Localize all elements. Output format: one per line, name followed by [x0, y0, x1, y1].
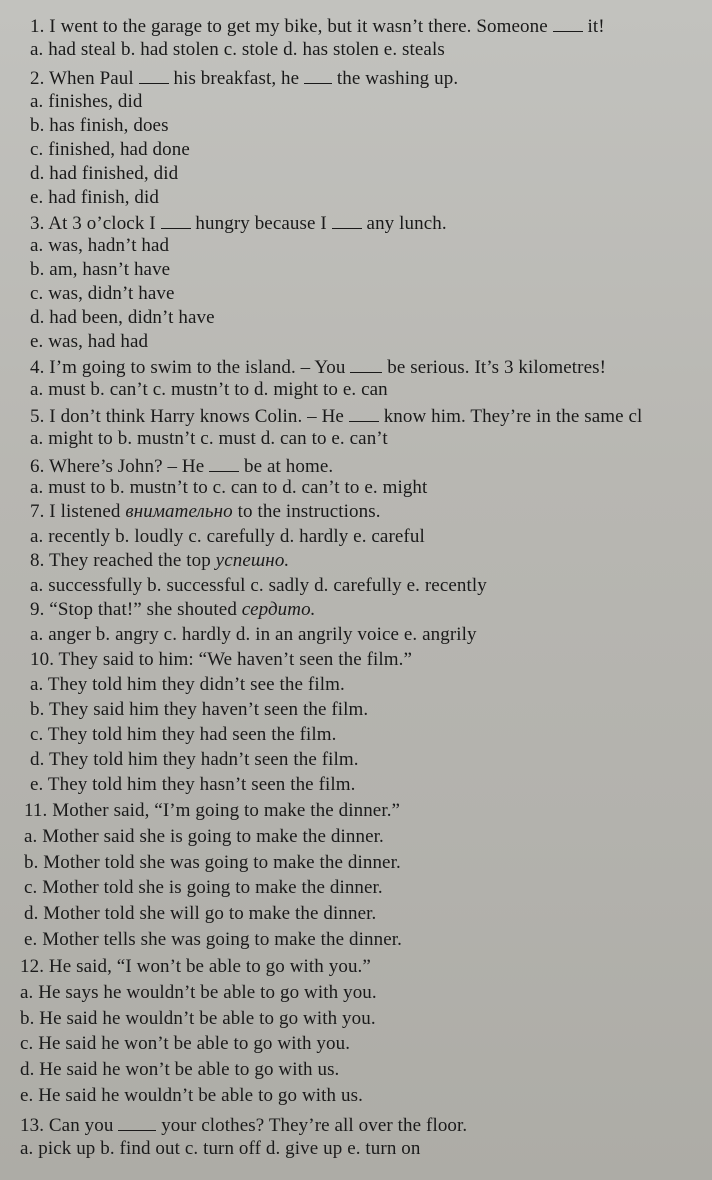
option-item: c. was, didn’t have: [30, 283, 175, 304]
question-13-options: a. pick up b. find out c. turn off d. give up e. turn on: [20, 1138, 421, 1159]
question-3: [30, 210, 447, 235]
option-item: c. He said he won’t be able to go with you.: [20, 1033, 351, 1054]
option-item: d. He said he won’t be able to go with us.: [20, 1059, 340, 1080]
question-8-text: 8. They reached the top: [30, 550, 211, 571]
question-5-text: 5. I don’t think Harry knows Colin. – He: [30, 406, 344, 427]
russian-hint: сердито.: [241, 599, 316, 620]
option-item: b. Mother told she was going to make the dinner.: [24, 852, 401, 873]
question-10: 10. They said to him: “We haven’t seen the film.”: [30, 649, 413, 670]
question-12: 12. He said, “I won’t be able to go with you.”: [20, 956, 371, 977]
question-2: [30, 65, 458, 90]
question-9: [30, 599, 316, 621]
question-1-text-end: it!: [587, 16, 605, 37]
question-2-text-mid: his breakfast, he: [173, 68, 300, 89]
option-item: b. He said he wouldn’t be able to go with you.: [20, 1008, 376, 1029]
question-11: 11. Mother said, “I’m going to make the dinner.”: [24, 800, 401, 821]
option-item: b. They said him they haven’t seen the film.: [30, 699, 369, 720]
question-2-text: 2. When Paul: [30, 68, 134, 89]
answer-blank: [139, 65, 169, 84]
question-6-text-end: be at home.: [244, 456, 334, 477]
question-2-text-end: the washing up.: [336, 68, 459, 89]
question-8-options: a. successfully b. successful c. sadly d. carefully e. recently: [30, 575, 487, 596]
option-item: a. They told him they didn’t see the film.: [30, 674, 345, 695]
option-item: d. Mother told she will go to make the dinner.: [24, 903, 377, 924]
question-3-text: 3. At 3 o’clock I: [30, 213, 156, 234]
answer-blank: [350, 354, 382, 373]
question-1: [30, 13, 605, 38]
answer-blank: [349, 403, 379, 422]
option-item: c. They told him they had seen the film.: [30, 724, 337, 745]
question-6-text: 6. Where’s John? – He: [30, 456, 205, 477]
answer-blank: [553, 13, 583, 32]
question-1-text: 1. I went to the garage to get my bike, but it wasn’t there. Someone: [30, 16, 548, 37]
question-5: [30, 403, 642, 428]
answer-blank: [332, 210, 362, 229]
question-5-options: a. might to b. mustn’t c. must d. can to e. can’t: [30, 428, 388, 449]
option-item: a. Mother said she is going to make the dinner.: [24, 826, 384, 847]
option-item: a. He says he wouldn’t be able to go with you.: [20, 982, 377, 1003]
answer-blank: [161, 210, 191, 229]
option-item: e. was, had had: [30, 331, 149, 352]
question-6-options: a. must to b. mustn’t to c. can to d. can’t to e. might: [30, 477, 428, 498]
question-13-text-end: your clothes? They’re all over the floor.: [161, 1115, 468, 1136]
option-item: b. am, hasn’t have: [30, 259, 171, 280]
option-item: d. had finished, did: [30, 163, 179, 184]
question-1-options: a. had steal b. had stolen c. stole d. has stolen e. steals: [30, 39, 445, 60]
option-item: c. Mother told she is going to make the dinner.: [24, 877, 383, 898]
question-13: [20, 1112, 467, 1137]
russian-hint: успешно.: [215, 550, 290, 571]
question-3-text-mid: hungry because I: [195, 213, 327, 234]
question-3-text-end: any lunch.: [366, 213, 447, 234]
question-9-text: 9. “Stop that!” she shouted: [30, 599, 237, 620]
answer-blank: [209, 453, 239, 472]
question-7: [30, 501, 381, 523]
answer-blank: [118, 1112, 156, 1131]
option-item: a. finishes, did: [30, 91, 143, 112]
option-item: e. Mother tells she was going to make the dinner.: [24, 929, 402, 950]
answer-blank: [304, 65, 332, 84]
question-13-text: 13. Can you: [20, 1115, 114, 1136]
question-5-text-end: know him. They’re in the same cl: [383, 406, 643, 427]
question-7-text-end: to the instructions.: [237, 501, 381, 522]
option-item: d. They told him they hadn’t seen the film.: [30, 749, 359, 770]
option-item: e. They told him they hasn’t seen the film.: [30, 774, 356, 795]
question-4-text-end: be serious. It’s 3 kilometres!: [387, 357, 607, 378]
option-item: b. has finish, does: [30, 115, 169, 136]
option-item: a. was, hadn’t had: [30, 235, 170, 256]
option-item: d. had been, didn’t have: [30, 307, 215, 328]
question-7-options: a. recently b. loudly c. carefully d. hardly e. careful: [30, 526, 425, 547]
question-6: [30, 453, 333, 478]
question-4-text: 4. I’m going to swim to the island. – You: [30, 357, 346, 378]
question-4: [30, 354, 606, 379]
option-item: c. finished, had done: [30, 139, 190, 160]
russian-hint: внимательно: [125, 501, 233, 522]
option-item: e. had finish, did: [30, 187, 159, 208]
question-7-text: 7. I listened: [30, 501, 121, 522]
question-4-options: a. must b. can’t c. mustn’t to d. might to e. can: [30, 379, 388, 400]
question-9-options: a. anger b. angry c. hardly d. in an angrily voice e. angrily: [30, 624, 477, 645]
option-item: e. He said he wouldn’t be able to go with us.: [20, 1085, 363, 1106]
question-8: [30, 550, 289, 572]
